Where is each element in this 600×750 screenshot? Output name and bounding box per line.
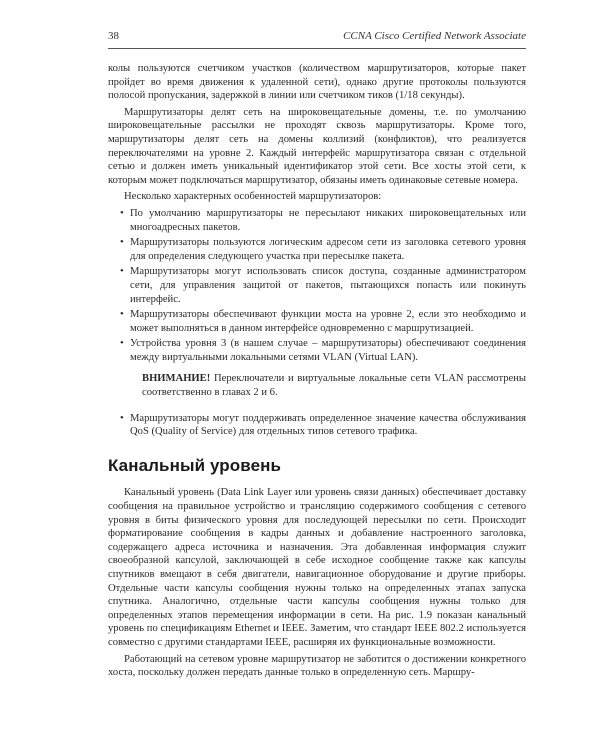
list-item: • Маршрутизаторы обеспечивают функции моста на уровне 2, если это необходимо и может выполняться в данном интерфейсе одновременно с маршрутизацией. (120, 309, 526, 334)
bullet-marker: • (120, 338, 124, 350)
bullet-marker: • (120, 309, 124, 321)
warning-label: ВНИМАНИЕ! (142, 373, 211, 385)
paragraph-data-link-layer: Канальный уровень (Data Link Layer или уровень связи данных) обеспечивает доставку сообщения на правильное устройство и трансляцию содержимого сообщения с сетевого уровня в биты физического уровня для последующей пересылки по сети. Происходит форматирование сообщения в кадры данных и добавление настроенного заголовка, содержащего адреса источника и назначения. Эта добавленная информация служит своеобразной капсулой, заключающей в себе исходное сообщение также как капсулы спутников вмещают в себя двигатели, навигационное оборудование и другие приборы. Отдельные части капсулы сообщения нужны только на определенных этапах запуска спутника. Аналогично, отдельные части капсулы сообщения нужны только для определенных этапов перемещения информации в сети. На рис. 1.9 показан канальный уровень по спецификациям Ethernet и IEEE. Заметим, что стандарт IEEE 802.2 используется совместно с другими стандартами IEEE, расширяя их функциональные возможности. (108, 487, 526, 648)
bullet-marker: • (120, 237, 124, 249)
bullet-marker: • (120, 207, 124, 219)
section-heading: Канальный уровень (108, 455, 282, 475)
list-item: • По умолчанию маршрутизаторы не пересылают никаких широковещательных или многоадресных пакетов. (120, 207, 526, 233)
router-features-list (108, 207, 526, 365)
warning-note (142, 372, 526, 399)
header-divider (108, 48, 526, 49)
list-item: • Устройства уровня 3 (в нашем случае – маршрутизаторы) обеспечивают соединения между виртуальными локальными сетями VLAN (Virtual LAN). (120, 338, 526, 363)
list-item: • Маршрутизаторы могут использовать список доступа, созданные администратором сети, для управления защитой от пакетов, пытающихся попасть или покинуть интерфейс. (120, 266, 526, 305)
paragraph-continued: колы пользуются счетчиком участков (количеством маршрутизаторов, которые пакет пройдет во время движения к удаленной сети), однако другие протоколы пользуются полосой пропускания, задержкой в линии или счетчиком тиков (1/18 секунды). (108, 63, 526, 102)
page-body (108, 62, 526, 683)
warning-text: Переключатели и виртуальные локальные сети VLAN рассмотрены соответственно в главах 2 и 6. (142, 373, 526, 399)
bullet-marker: • (120, 266, 124, 278)
page-number: 38 (108, 30, 119, 42)
list-item: • Маршрутизаторы могут поддерживать определенное значение качества обслуживания QoS (Quality of Service) для отдельных типов сетевого трафика. (120, 412, 526, 438)
features-intro: Несколько характерных особенностей маршрутизаторов: (124, 191, 382, 203)
list-item: • Маршрутизаторы пользуются логическим адресом сети из заголовка сетевого уровня для определения следующего участка при пересылке пакета. (120, 237, 526, 262)
qos-list (108, 412, 526, 439)
bullet-marker: • (120, 412, 124, 424)
book-title: CCNA Cisco Certified Network Associate (343, 30, 526, 42)
paragraph-broadcast-domains: Маршрутизаторы делят сеть на широковещательные домены, т.е. по умолчанию широковещательные рассылки не проходят сквозь маршрутизаторы. Кроме того, маршрутизаторы делят сеть на домены коллизий (конфликтов), что реализуется переключателями на уровне 2. Каждый интерфейс маршрутизатора связан с отдельной сетью и должен иметь уникальный идентификатор этой сети. Все хосты этой сети, к которым может подключаться маршрутизатор, обязаны иметь одинаковые сетевые номера. (108, 106, 526, 186)
paragraph-router-network: Работающий на сетевом уровне маршрутизатор не заботится о достижении конкретного хоста, поскольку должен передать данные только в определенную сеть. Маршру- (108, 653, 526, 679)
running-header (108, 30, 526, 48)
